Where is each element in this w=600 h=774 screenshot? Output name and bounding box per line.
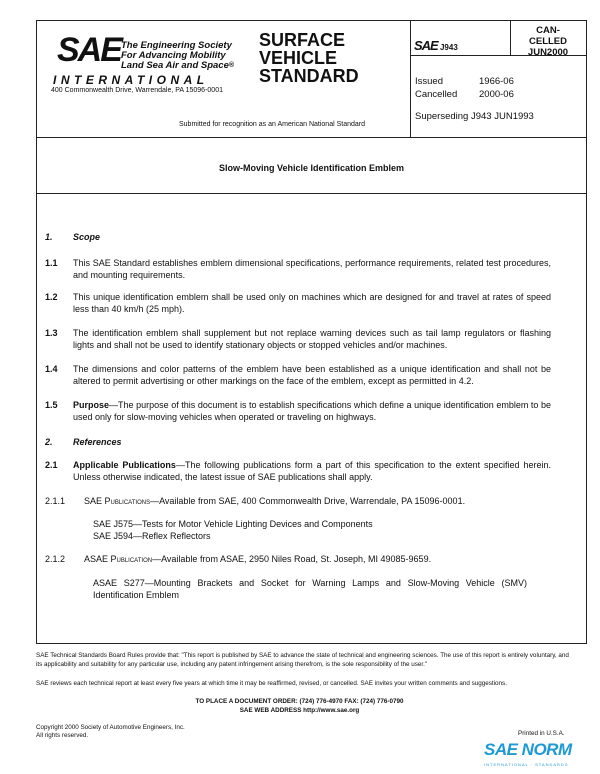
recognition-note: Submitted for recognition as an American National Standard bbox=[179, 121, 365, 128]
order-phone: TO PLACE A DOCUMENT ORDER: (724) 776-4970 FAX: (724) 776-0790 bbox=[195, 698, 404, 705]
document-number: SAE J943 bbox=[414, 38, 458, 53]
printed-in: Printed in U.S.A. bbox=[518, 730, 565, 737]
international-wordmark: INTERNATIONAL bbox=[53, 73, 209, 87]
reference-sae-j575: SAE J575—Tests for Motor Vehicle Lighting Devices and Components bbox=[93, 519, 373, 529]
reference-sae-j594: SAE J594—Reflex Reflectors bbox=[93, 531, 211, 541]
header-divider bbox=[410, 21, 411, 137]
reference-asae-s277: ASAE S277—Mounting Brackets and Socket for Warning Lamps and Slow-Moving Vehicle (SMV) Identification Emblem bbox=[93, 578, 527, 600]
sae-logo-block bbox=[37, 21, 247, 137]
sae-norm-watermark-icon: SAE NORM bbox=[484, 740, 572, 759]
document-frame: SAE The Engineering Society For Advancing Mobility Land Sea Air and Space® INTERNATIONAL 400 Commonwealth Drive, Warrendale, PA 15096-0001 SURFACE VEHICLE STANDARD Submitted for recognition as an American National Standard SAE J943 CAN- CELLED JUN2000 Issued 1966-06 Cancelled 2000-06 Superseding J943 JUN1993 Slow-Moving Vehicle Identification Emblem 1. Scope 1.1 This SAE Standard establishes emblem dimensional specifications, performance requirements, related test procedures, and mounting requirements. 1.2 This unique identification emblem shall be used only on machines which are designed for and travel at rates of speed less than 40 km/h (25 mph). 1.3 The identification emblem shall supplement but not replace warning devices such as tail lamp regulators or flashing lights and shall not be used to identify stationary objects or stopped vehicles and/or machines. 1.4 The dimensions and color patterns of the emblem have been established as a unique identification and shall not be altered to permit advertising or other markings on the face of the emblem, except as permitted in 4.2. 1.5 Purpose—The purpose of this document is to establish specifications which define a unique identification emblem to be used only for slow-moving vehicles when operated or traveling on highways. 2. References 2.1 Applicable Publications—The following publications form a part of this specification to the extent specified herein. Unless otherwise indicated, the latest issue of SAE publications shall apply. 2.1.1 SAE Publications—Available from SAE, 400 Commonwealth Drive, Warrendale, PA 15096-0001. SAE J575—Tests for Motor Vehicle Lighting Devices and Components SAE J594—Reflex Reflectors 2.1.2 ASAE Publication—Available from ASAE, 2950 Niles Road, St. Joseph, MI 49085-9659. ASAE S277—Mounting Brackets and Socket for Warning Lamps and Slow-Moving Vehicle (SMV) Identification Emblem bbox=[36, 20, 587, 644]
document-dates: Issued 1966-06 Cancelled 2000-06 bbox=[415, 76, 514, 100]
document-title: Slow-Moving Vehicle Identification Emblem bbox=[218, 163, 405, 173]
review-note: SAE reviews each technical report at least every five years at which time it may be reaffirmed, revised, or cancelled. SAE invites your written comments and suggestions. bbox=[36, 680, 507, 687]
standards-board-rules: SAE Technical Standards Board Rules provide that: "This report is published by SAE to advance the state of technical and engineering sciences. The use of this report is entirely voluntary, and its applicability and suitability for any particular use, including any patent infringement arising therefrom, is the sole responsibility of the user." bbox=[36, 652, 569, 668]
cancelled-status-badge: CAN- CELLED JUN2000 bbox=[527, 25, 569, 58]
sae-address: 400 Commonwealth Drive, Warrendale, PA 15096-0001 bbox=[51, 87, 223, 94]
superseding-note: Superseding J943 JUN1993 bbox=[415, 111, 534, 122]
sae-logo-icon: SAE bbox=[57, 31, 121, 69]
copyright: Copyright 2000 Society of Automotive Engineers, Inc. All rights reserved. bbox=[36, 724, 185, 739]
header-divider-status bbox=[510, 21, 511, 55]
society-line-2: For Advancing Mobility bbox=[121, 50, 226, 61]
watermark-subtitle: INTERNATIONAL · STANDARDS bbox=[484, 762, 569, 767]
society-line-3: Land Sea Air and Space® bbox=[121, 60, 235, 71]
order-info bbox=[36, 698, 563, 715]
web-address[interactable]: SAE WEB ADDRESS http://www.sae.org bbox=[239, 706, 360, 714]
title-bar bbox=[37, 137, 586, 194]
document-header bbox=[37, 21, 586, 138]
standard-type: SURFACE VEHICLE STANDARD bbox=[259, 30, 359, 86]
sae-small-logo-icon: SAE bbox=[414, 38, 438, 53]
society-line-1: The Engineering Society bbox=[121, 40, 232, 51]
